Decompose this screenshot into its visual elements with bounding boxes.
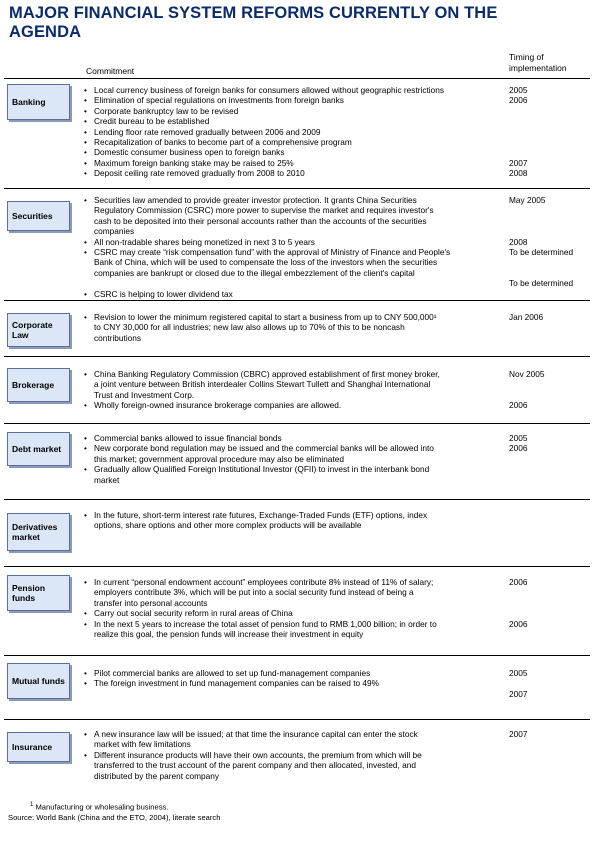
timing-value	[509, 771, 597, 781]
section-divider	[4, 655, 590, 656]
timing-value	[509, 226, 597, 236]
timing-value	[509, 739, 597, 749]
commitment-item-continuation: a joint venture between British interdealer Collins Stewart Tullett and Shanghai International	[94, 379, 431, 390]
commitment-item: • Revision to lower the minimum registered capital to start a business from up to CNY 500,000¹	[84, 312, 436, 322]
commitment-item: • CSRC is helping to lower dividend tax	[84, 289, 233, 299]
commitment-item: • Local currency business of foreign banks for consumers allowed without geographic restrictions	[84, 85, 444, 95]
timing-value: 2005	[509, 433, 528, 443]
timing-value: 2008	[509, 236, 528, 247]
timing-list	[509, 312, 597, 343]
section-divider	[4, 423, 590, 424]
timing-value	[509, 750, 597, 760]
timing-value: 2006	[509, 95, 528, 106]
section-divider	[4, 719, 590, 720]
commitment-item: • Recapitalization of banks to become part of a comprehensive program	[84, 137, 352, 147]
commitment-item: • A new insurance law will be issued; at that time the insurance capital can enter the stock	[84, 729, 418, 739]
commitment-item: • Deposit ceiling rate removed gradually from 2008 to 2010	[84, 168, 305, 178]
timing-value	[509, 147, 597, 157]
timing-value	[509, 760, 597, 770]
timing-value: Nov 2005	[509, 369, 545, 379]
timing-value: May 2005	[509, 195, 546, 205]
section-label: Insurance	[7, 732, 70, 762]
section-divider	[4, 356, 590, 357]
commitment-item-continuation: to CNY 30,000 for all industries; new law also allows up to 70% of this to be noncash	[94, 322, 405, 333]
timing-value	[509, 127, 597, 137]
commitment-item: • Domestic consumer business open to foreign banks	[84, 147, 284, 157]
commitment-item: • China Banking Regulatory Commission (CBRC) approved establishment of first money broker,	[84, 369, 440, 379]
source-note: Source: World Bank (China and the ETO, 2004), literate search	[8, 813, 221, 822]
timing-value	[509, 390, 597, 400]
timing-value	[509, 587, 597, 597]
timing-list	[509, 85, 597, 179]
commitment-item: • Carry out social security reform in rural areas of China	[84, 608, 293, 618]
commitment-item-continuation: market	[94, 474, 120, 485]
timing-list	[509, 729, 597, 781]
commitment-item: • Commercial banks allowed to issue financial bonds	[84, 433, 282, 443]
section-divider	[4, 188, 590, 189]
timing-header: Timing of implementation	[509, 52, 567, 73]
commitment-item-continuation: realize this goal, the pension funds will increase their investment in equity	[94, 629, 364, 639]
footnote	[30, 802, 168, 812]
commitment-item: • Securities law amended to provide greater investor protection. It grants China Securities	[84, 195, 417, 205]
timing-value	[509, 205, 597, 215]
section-label: Mutual funds	[7, 663, 70, 699]
timing-value	[509, 116, 597, 126]
footnote-text: Manufacturing or wholesaling business.	[35, 802, 169, 812]
commitment-item: • Corporate bankruptcy law to be revised	[84, 106, 238, 116]
commitment-item-continuation: Bank of China, which will be used to compensate the loss of the investors when the securities	[94, 257, 438, 268]
timing-value	[509, 268, 597, 278]
commitment-item-continuation: cash to be deposited into their personal accounts rather than the accounts of the securities	[94, 215, 427, 226]
commitment-item: • Elimination of special regulations on investments from foreign banks	[84, 95, 344, 105]
timing-list	[509, 433, 597, 485]
timing-value: Jan 2006	[509, 312, 544, 322]
timing-value: 2007	[509, 729, 528, 739]
commitment-item-continuation: Trust and Investment Corp.	[94, 389, 195, 400]
commitment-item: • Maximum foreign banking stake may be raised to 25%	[84, 158, 294, 168]
timing-value	[509, 475, 597, 485]
section-divider	[4, 566, 590, 567]
commitment-item: • New corporate bond regulation may be issued and the commercial banks will be allowed into	[84, 443, 434, 453]
section-label: Brokerage	[7, 368, 70, 402]
header-divider	[4, 78, 590, 79]
section-label: Derivatives market	[7, 513, 70, 551]
section-label: Corporate Law	[7, 313, 70, 347]
section-label: Securities	[7, 201, 70, 231]
section-label: Pension funds	[7, 575, 70, 611]
timing-value: 2006	[509, 400, 528, 411]
commitment-item-continuation: market with few limitations	[94, 739, 191, 750]
timing-value	[509, 379, 597, 389]
timing-value	[509, 464, 597, 474]
commitment-item: • In current “personal endowment account” employees contribute 8% instead of 11% of salary;	[84, 577, 433, 587]
commitment-item-continuation: options, share options and other more complex products will be available	[94, 520, 362, 531]
commitment-item: • Pilot commercial banks are allowed to set up fund-management companies	[84, 668, 370, 678]
commitment-item-continuation: contributions	[94, 332, 142, 343]
timing-list	[509, 510, 597, 531]
commitment-item-continuation: this market; government approval procedure may also be eliminated	[94, 453, 344, 464]
section-label: Banking	[7, 84, 70, 120]
page-title: MAJOR FINANCIAL SYSTEM REFORMS CURRENTLY ON THE AGENDA	[9, 4, 498, 41]
timing-value	[509, 106, 597, 116]
timing-value: 2006	[509, 443, 528, 454]
commitment-item-continuation: distributed by the parent company	[94, 770, 219, 781]
timing-value	[509, 608, 597, 618]
commitment-item-continuation: transfer into personal accounts	[94, 597, 208, 608]
timing-value: 2005	[509, 85, 528, 95]
timing-value	[509, 629, 597, 639]
timing-value: To be determined	[509, 278, 574, 289]
commitment-item-continuation: companies are bankrupt or closed due to the illegal embezzlement of the client's capital	[94, 267, 415, 278]
timing-list	[509, 369, 597, 411]
timing-value	[509, 454, 597, 464]
timing-value	[509, 333, 597, 343]
timing-list	[509, 577, 597, 639]
commitment-header: Commitment	[86, 66, 135, 76]
commitment-item: • All non-tradable shares being monetized in next 3 to 5 years	[84, 237, 315, 247]
section-divider	[4, 499, 590, 500]
timing-value: 2005	[509, 668, 528, 678]
commitment-item: • In the next 5 years to increase the total asset of pension fund to RMB 1,000 billion; in order to	[84, 619, 437, 629]
timing-list	[509, 195, 597, 289]
commitment-item: • Different insurance products will have their own accounts, the premium from which will be	[84, 750, 422, 760]
footnote-mark: 1	[30, 802, 34, 808]
timing-value	[509, 520, 597, 530]
timing-value	[509, 257, 597, 267]
timing-value: To be determined	[509, 246, 574, 257]
commitment-item: • The foreign investment in fund management companies can be raised to 49%	[84, 678, 379, 688]
commitment-item-continuation: companies	[94, 226, 135, 237]
commitment-item-continuation: Regulatory Commission (CSRC) more power to supervise the market and requires investor's	[94, 205, 434, 216]
commitment-item: • Gradually allow Qualified Foreign Institutional Investor (QFII) to invest in the interbank bond	[84, 464, 429, 474]
timing-value	[509, 322, 597, 332]
commitment-item: • In the future, short-term interest rate futures, Exchange-Traded Funds (ETF) options, index	[84, 510, 427, 520]
commitment-item: • Wholly foreign-owned insurance brokerage companies are allowed.	[84, 400, 341, 410]
timing-value	[509, 137, 597, 147]
timing-value: 2007	[509, 157, 528, 168]
timing-value: 2008	[509, 168, 528, 179]
commitment-item-continuation: transferred to the trust account of the parent company and then allocated, invested, and	[94, 760, 416, 771]
timing-value: 2006	[509, 577, 528, 587]
timing-value: 2006	[509, 618, 528, 629]
section-divider	[4, 300, 590, 301]
timing-value	[509, 216, 597, 226]
timing-value: 2007	[509, 688, 528, 699]
timing-value	[509, 678, 597, 688]
commitment-item-continuation: employers contribute 3%, which will be put into a social security fund instead of being a	[94, 587, 414, 598]
commitment-item: • Lending floor rate removed gradually between 2006 and 2009	[84, 127, 320, 137]
commitment-item: • Credit bureau to be established	[84, 116, 209, 126]
timing-value	[509, 598, 597, 608]
commitment-item: • CSRC may create “risk compensation fund” with the approval of Ministry of Finance and People's	[84, 247, 450, 257]
timing-list	[509, 668, 597, 699]
section-label: Debt market	[7, 432, 70, 466]
timing-value	[509, 510, 597, 520]
